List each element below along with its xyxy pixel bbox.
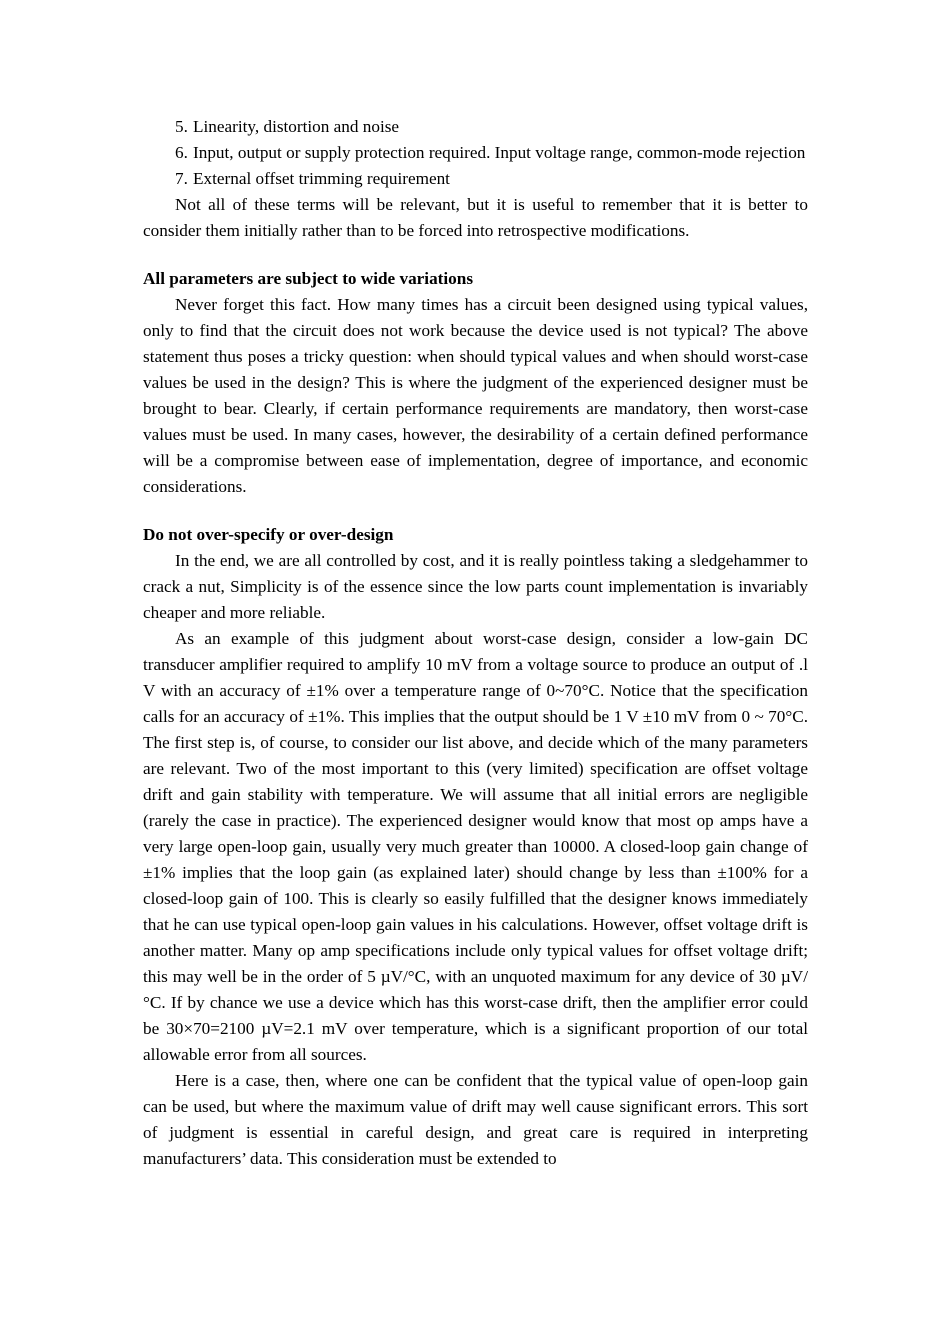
list-item-text: Input, output or supply protection required. Input voltage range, common-mode rejection [193,143,806,162]
list-item-number: 7. [175,169,188,188]
list-item-number: 6. [175,143,188,162]
list-item [143,140,808,166]
section-heading-wide-variations: All parameters are subject to wide variations [143,269,474,288]
page-content [143,114,808,1172]
paragraph: Never forget this fact. How many times has a circuit been designed using typical values, only to find that the circuit does not work because the device used is not typical? The above statement thus poses a tricky question: when should typical values and when should worst-case values be used in the design? This is where the judgment of the experienced designer must be brought to bear. Clearly, if certain performance requirements are mandatory, then worst-case values must be used. In many cases, however, the desirability of a certain defined performance will be a compromise between ease of implementation, degree of importance, and economic considerations. [143,295,808,496]
paragraph-after-list: Not all of these terms will be relevant, but it is useful to remember that it is better to consider them initially rather than to be forced into retrospective modifications. [143,195,808,240]
list-item-text: External offset trimming requirement [193,169,450,188]
list-item-number: 5. [175,117,188,136]
paragraph: As an example of this judgment about worst-case design, consider a low-gain DC transducer amplifier required to amplify 10 mV from a voltage source to produce an output of .l V with an accuracy of ±1% over a temperature range of 0~70°C. Notice that the specification calls for an accuracy of ±1%. This implies that the output should be 1 V ±10 mV from 0 ~ 70°C. The first step is, of course, to consider our list above, and decide which of the many parameters are relevant. Two of the most important to this (very limited) specification are offset voltage drift and gain stability with temperature. We will assume that all initial errors are negligible (rarely the case in practice). The experienced designer would know that most op amps have a very large open-loop gain, usually very much greater than 10000. A closed-loop gain change of ±1% implies that the loop gain (as explained later) should change by less than ±100% for a closed-loop gain of 100. This is clearly so easily fulfilled that the designer knows immediately that he can use typical open-loop gain values in his calculations. However, offset voltage drift is another matter. Many op amp specifications include only typical values for offset voltage drift; this may well be in the order of 5 µV/°C, with an unquoted maximum for any device of 30 µV/°C. If by chance we use a device which has this worst-case drift, then the amplifier error could be 30×70=2100 µV=2.1 mV over temperature, which is a significant proportion of our total allowable error from all sources. [143,629,808,1064]
list-item-text: Linearity, distortion and noise [193,117,400,136]
section-heading-over-specify: Do not over-specify or over-design [143,525,394,544]
numbered-list [143,114,808,192]
paragraph: In the end, we are all controlled by cost, and it is really pointless taking a sledgehammer to crack a nut, Simplicity is of the essence since the low parts count implementation is invariably cheaper and more reliable. [143,551,808,622]
paragraph: Here is a case, then, where one can be confident that the typical value of open-loop gain can be used, but where the maximum value of drift may well cause significant errors. This sort of judgment is essential in careful design, and great care is required in interpreting manufacturers’ data. This consideration must be extended to [143,1071,808,1168]
list-item [143,166,808,192]
list-item [143,114,808,140]
